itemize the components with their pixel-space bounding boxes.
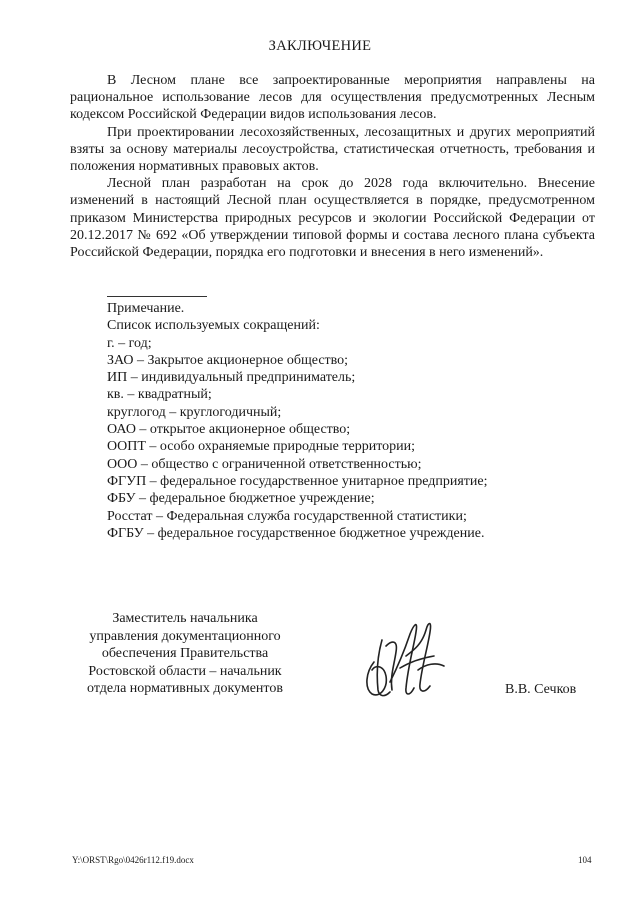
notes-section [107,300,607,542]
footer-file-path: Y:\ORST\Rgo\0426r112.f19.docx [72,855,194,865]
abbrev-item: ОАО – открытое акционерное общество; [107,422,351,438]
abbrev-item: ФГУП – федеральное государственное унитарное предприятие; [107,473,488,489]
abbrev-item: ООПТ – особо охраняемые природные территории; [107,439,416,455]
paragraph-1: В Лесном плане все запроектированные мероприятия направлены на рациональное использование лесов для осуществления предусмотренных Лесным кодексом Российской Федерации видов использования лесов. [70,73,595,123]
signer-name: В.В. Сечков [505,682,577,697]
abbrev-item: ЗАО – Закрытое акционерное общество; [107,352,349,368]
position-line: отдела нормативных документов [87,681,283,697]
abbrev-heading: Список используемых сокращений: [107,318,320,334]
abbrev-item: ИП – индивидуальный предприниматель; [107,370,356,386]
paragraph-2: При проектировании лесохозяйственных, лесозащитных и других мероприятий взяты за основу материалы лесоустройства, статистическая отчетность, требования и положения нормативных правовых актов. [70,124,595,175]
abbrev-item: ФГБУ – федеральное государственное бюджетное учреждение. [107,525,485,541]
footnote-divider [107,296,207,297]
signer-position [60,610,310,698]
page-title: ЗАКЛЮЧЕНИЕ [268,38,372,54]
abbrev-item: ООО – общество с ограниченной ответственностью; [107,456,422,472]
note-heading: Примечание. [107,301,185,316]
abbrev-item: кв. – квадратный; [107,387,212,403]
position-line: управления документационного [89,628,281,644]
position-line: Ростовской области – начальник [88,663,282,679]
abbrev-item: круглогод – круглогодичный; [107,404,282,420]
abbrev-item: Росстат – Федеральная служба государственной статистики; [107,508,467,524]
paragraph-3: Лесной план разработан на срок до 2028 года включительно. Внесение изменений в настоящий Лесной план осуществляется в порядке, предусмотренном приказом Министерства природных ресурсов и экологии Российской Федерации от 20.12.2017 № 692 «Об утверждении типовой формы и состава лесного плана субъекта Российской Федерации, порядка его подготовки и внесения в него изменений». [70,176,595,261]
page-number: 104 [578,855,592,865]
abbrev-item: ФБУ – федеральное бюджетное учреждение; [107,491,375,507]
position-line: обеспечения Правительства [101,646,269,662]
abbrev-item: г. – год; [107,335,152,351]
position-line: Заместитель начальника [112,611,258,626]
handwritten-signature [360,610,450,705]
conclusion-body [70,72,595,261]
